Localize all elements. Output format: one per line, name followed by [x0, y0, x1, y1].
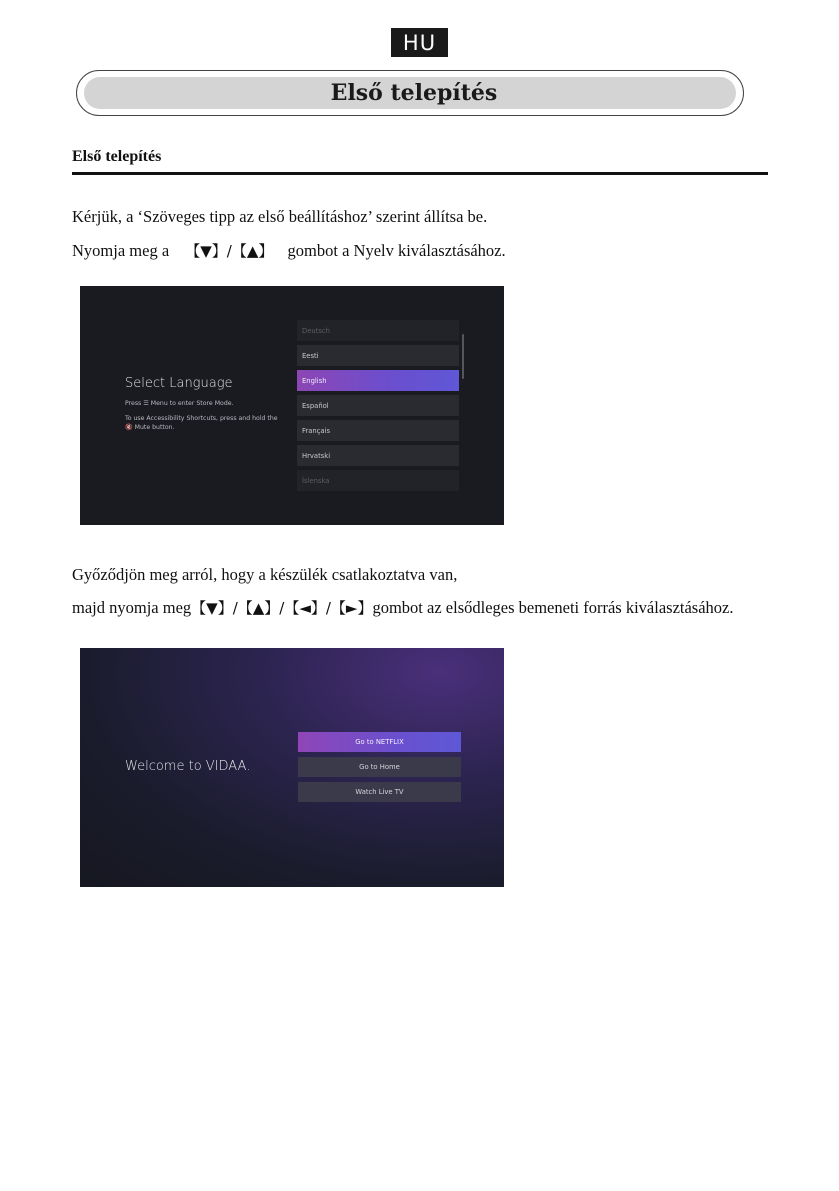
instruction-line-3: Győződjön meg arról, hogy a készülék csatlakoztatva van,: [72, 565, 458, 584]
language-option-francais[interactable]: Français: [297, 420, 459, 441]
language-option-eesti[interactable]: Eesti: [297, 345, 459, 366]
instruction-line-2-prefix: Nyomja meg a: [72, 241, 170, 260]
instruction-line-1: Kérjük, a ‘Szöveges tipp az első beállításhoz’ szerint állítsa be.: [72, 207, 488, 226]
language-list: [297, 320, 459, 495]
instruction-line-4: [72, 597, 734, 618]
language-option-espanol[interactable]: Español: [297, 395, 459, 416]
instruction-line-4-suffix: gombot az elsődleges bemeneti forrás kiválasztásához.: [372, 598, 734, 617]
language-option-hrvatski[interactable]: Hrvatski: [297, 445, 459, 466]
title-banner: [76, 70, 744, 116]
language-option-islenska[interactable]: Íslenska: [297, 470, 459, 491]
heading-rule: [72, 172, 768, 175]
go-to-netflix-button[interactable]: Go to NETFLIX: [298, 732, 461, 752]
section-heading: Első telepítés: [72, 148, 162, 165]
arrow-keys-all: 【▼】/【▲】/【◄】/【►】: [191, 599, 373, 617]
language-option-english[interactable]: English: [297, 370, 459, 391]
instruction-line-4-prefix: majd nyomja meg: [72, 598, 192, 617]
welcome-vidaa-screenshot: [80, 648, 504, 887]
accessibility-hint: To use Accessibility Shortcuts, press and hold the 🔇 Mute button.: [125, 415, 278, 431]
go-to-home-button[interactable]: Go to Home: [298, 757, 461, 777]
select-language-title: Select Language: [125, 376, 233, 391]
banner-title: Első telepítés: [330, 80, 498, 106]
instruction-line-2: [72, 240, 506, 261]
language-option-deutsch[interactable]: Deutsch: [297, 320, 459, 341]
arrow-keys-up-down: 【▼】/【▲】: [185, 242, 274, 260]
language-badge: HU: [391, 28, 448, 57]
welcome-title: Welcome to VIDAA.: [125, 759, 251, 774]
store-mode-hint: Press ☰ Menu to enter Store Mode.: [125, 400, 234, 407]
watch-live-tv-button[interactable]: Watch Live TV: [298, 782, 461, 802]
select-language-screenshot: [80, 286, 504, 525]
instruction-line-2-suffix: gombot a Nyelv kiválasztásához.: [287, 241, 506, 260]
title-banner-inner: [84, 77, 736, 109]
language-list-scrollbar[interactable]: [462, 334, 464, 379]
